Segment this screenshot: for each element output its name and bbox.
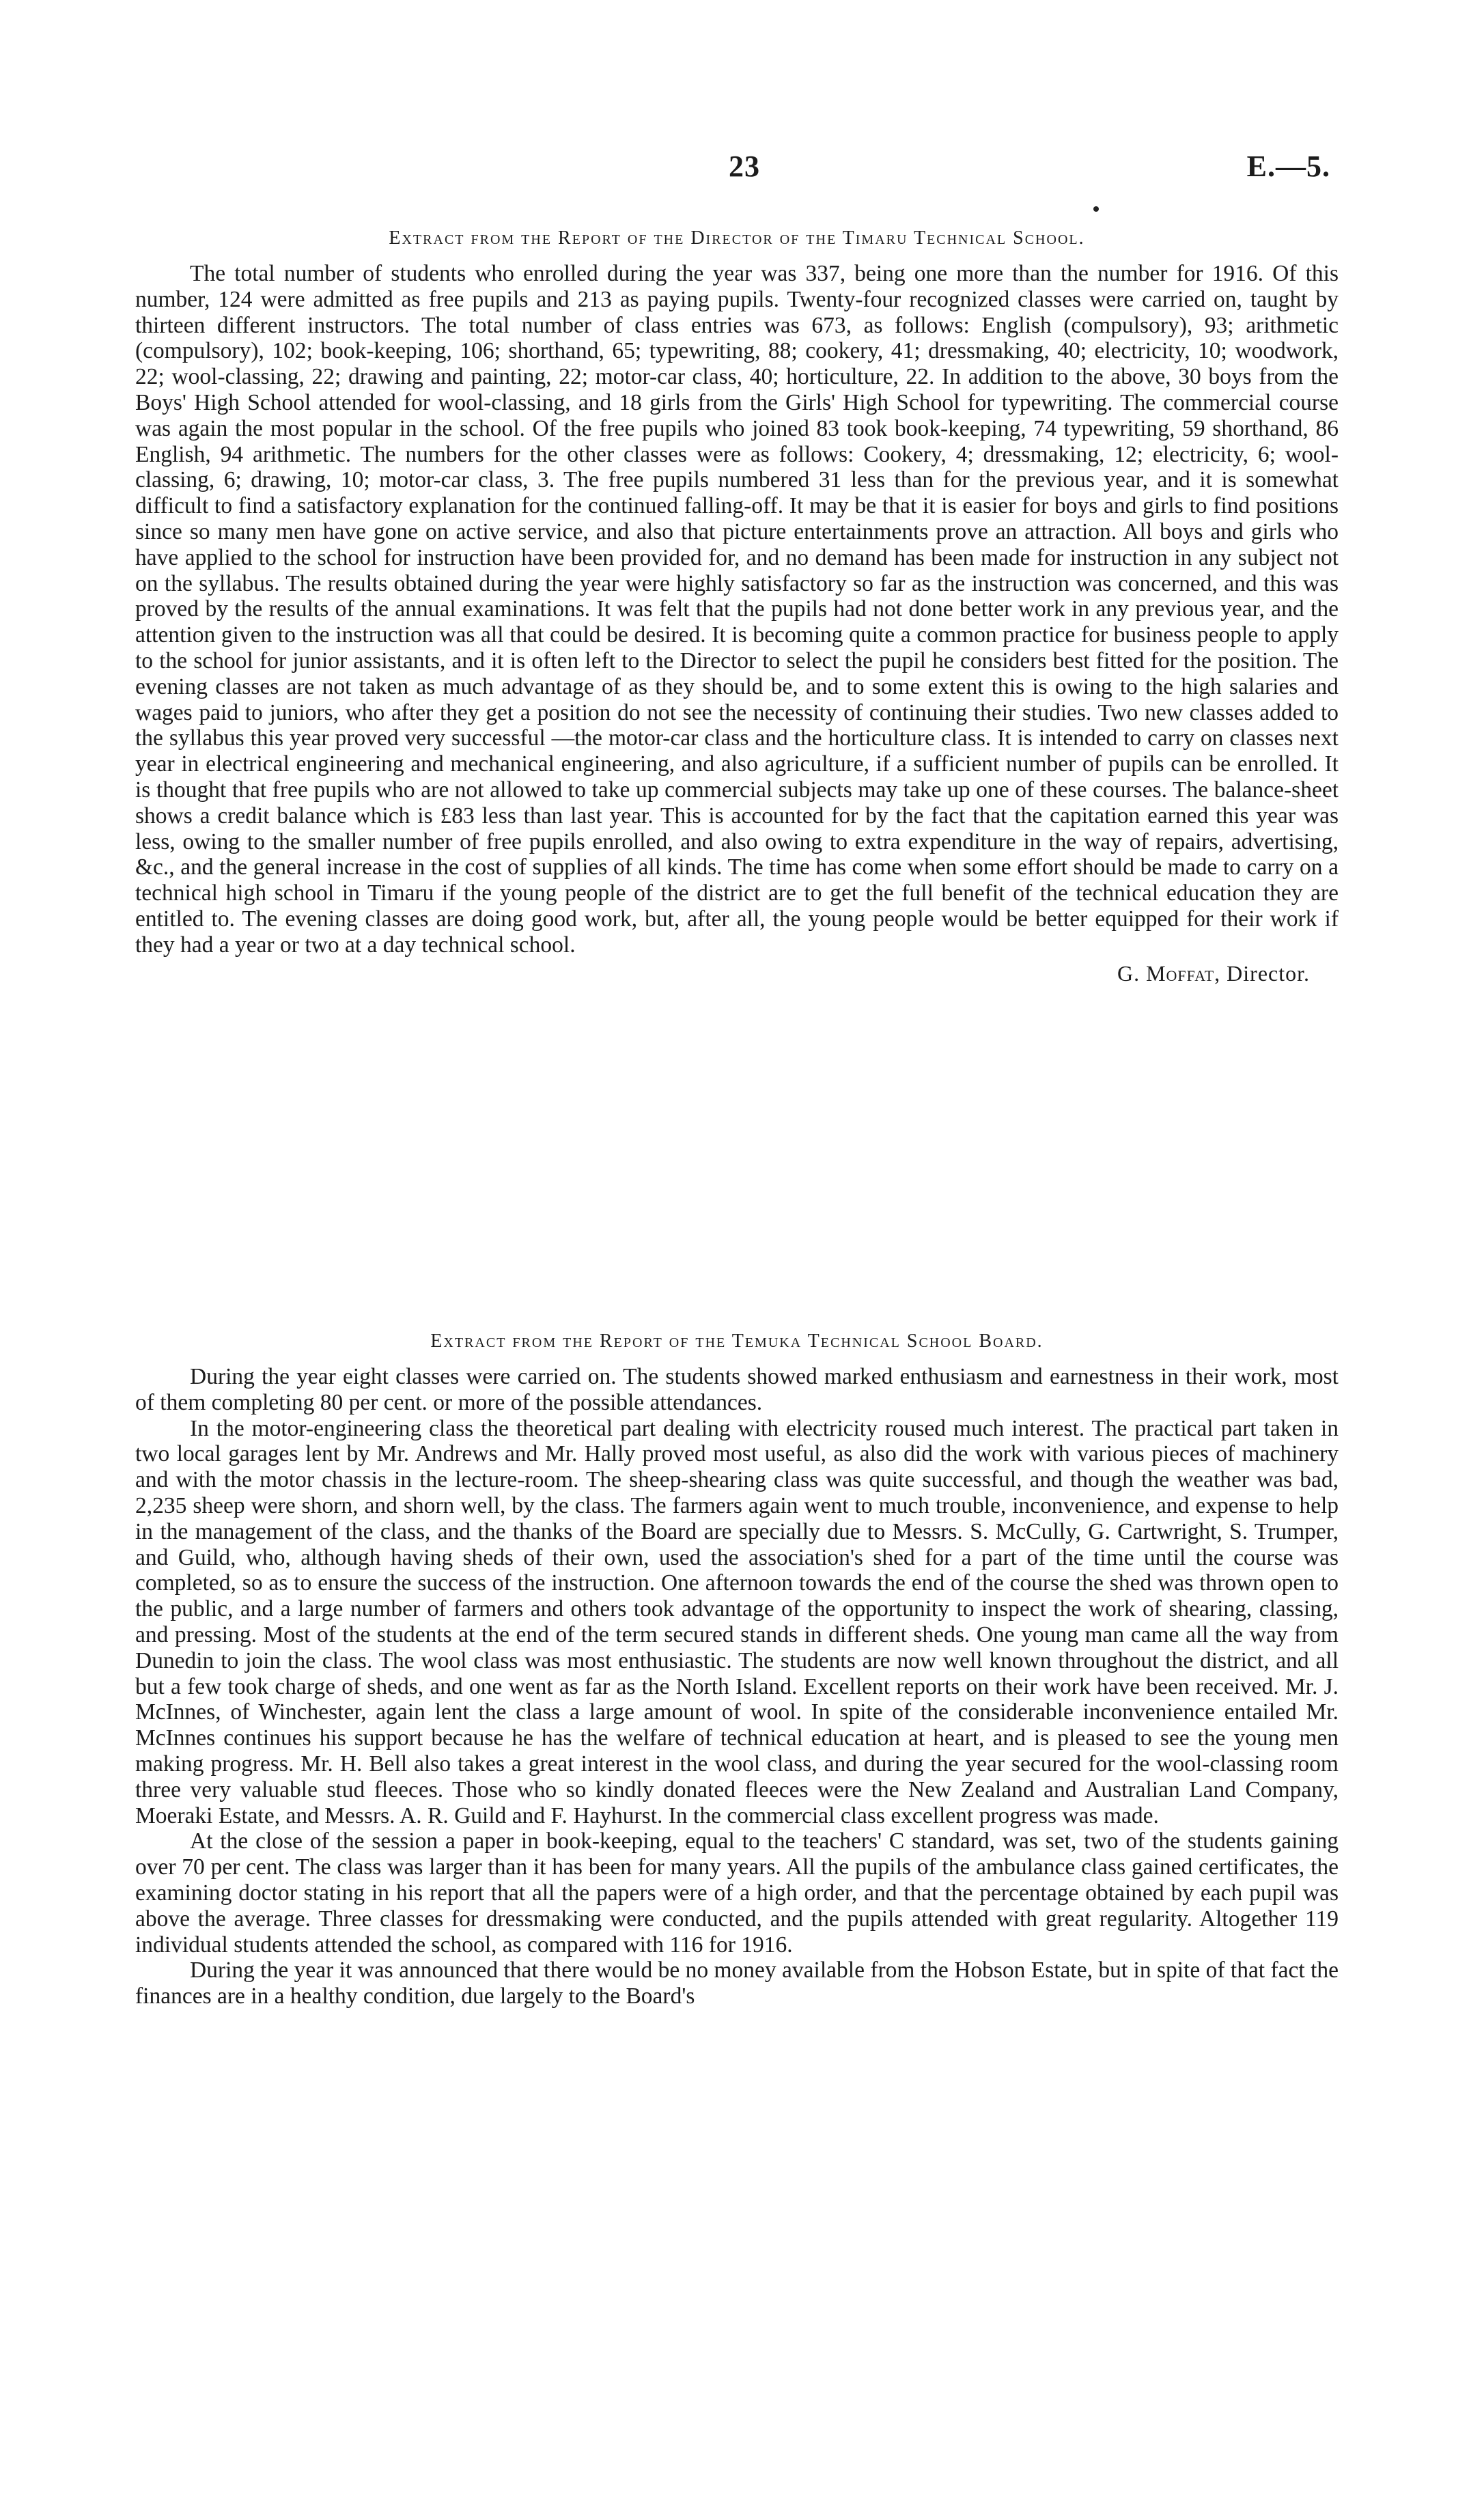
timaru-report-heading: Extract from the Report of the Director of the Timaru Technical School. xyxy=(389,227,1085,249)
timaru-report-section xyxy=(135,225,1339,987)
series-number: E.—5. xyxy=(1246,150,1330,183)
signature-title: , Director. xyxy=(1214,960,1310,986)
temuka-paragraph: In the motor-engineering class the theoretical part dealing with electricity roused much interest. The practical part taken in two local garages lent by Mr. Andrews and Mr. Hally proved most useful, as also did the work with various pieces of machinery and with the motor chassis in the lecture-room. The sheep-shearing class was quite successful, and though the weather was bad, 2,235 sheep were shorn, and shorn well, by the class. The farmers again went to much trouble, inconvenience, and expense to help in the management of the class, and the thanks of the Board are specially due to Messrs. S. McCully, G. Cartwright, S. Trumper, and Guild, who, although having sheds of their own, used the association's shed for a part of the time until the course was completed, so as to ensure the success of the instruction. One afternoon towards the end of the course the shed was thrown open to the public, and a large number of farmers and others took advantage of the opportunity to inspect the work of shearing, classing, and pressing. Most of the students at the end of the term secured stands in different sheds. One young man came all the way from Dunedin to join the class. The wool class was most enthusiastic. The students are now well known throughout the district, and all but a few took charge of sheds, and one went as far as the North Island. Excellent reports on their work have been received. Mr. J. McInnes, of Winchester, again lent the class a large amount of wool. In spite of the considerable inconvenience entailed Mr. McInnes continues his support because he has the welfare of technical education at heart, and is pleased to see the young men making progress. Mr. H. Bell also takes a great interest in the wool class, and during the year secured for the wool-classing room three very valuable stud fleeces. Those who so kindly donated fleeces were the New Zealand and Australian Land Company, Moeraki Estate, and Messrs. A. R. Guild and F. Hayhurst. In the commercial class excellent progress was made. xyxy=(135,1415,1339,1828)
signature-name: G. Moffat xyxy=(1117,960,1215,986)
page-header xyxy=(0,149,1484,197)
timaru-paragraph: The total number of students who enrolled during the year was 337, being one more than the number for 1916. Of this number, 124 were admitted as free pupils and 213 as paying pupils. Twenty-four recognized classes were carried on, taught by thirteen different instructors. The total number of class entries was 673, as follows: English (compulsory), 93; arithmetic (compulsory), 102; book-keeping, 106; shorthand, 65; typewriting, 88; cookery, 41; dressmaking, 40; electricity, 10; woodwork, 22; wool-classing, 22; drawing and painting, 22; motor-car class, 40; horticulture, 22. In addition to the above, 30 boys from the Boys' High School attended for wool-classing, and 18 girls from the Girls' High School for typewriting. The commercial course was again the most popular in the school. Of the free pupils who joined 83 took book-keeping, 74 typewriting, 59 shorthand, 86 English, 94 arithmetic. The numbers for the other classes were as follows: Cookery, 4; dressmaking, 12; electricity, 6; wool-classing, 6; drawing, 10; motor-car class, 3. The free pupils numbered 31 less than for the previous year, and it is somewhat difficult to find a satisfactory explanation for the continued falling-off. It may be that it is easier for boys and girls to find positions since so many men have gone on active service, and also that picture entertainments prove an attraction. All boys and girls who have applied to the school for instruction have been provided for, and no demand has been made for instruction in any subject not on the syllabus. The results obtained during the year were highly satisfactory so far as the instruction was concerned, and this was proved by the results of the annual examinations. It was felt that the pupils had not done better work in any previous year, and the attention given to the instruction was all that could be desired. It is becoming quite a common practice for business people to apply to the school for junior assistants, and it is often left to the Director to select the pupil he considers best fitted for the position. The evening classes are not taken as much advantage of as they should be, and to some extent this is owing to the high salaries and wages paid to juniors, who after they get a position do not see the necessity of continuing their studies. Two new classes added to the syllabus this year proved very successful —the motor-car class and the horticulture class. It is intended to carry on classes next year in electrical engineering and mechanical engineering, and also agriculture, if a sufficient number of pupils can be enrolled. It is thought that free pupils who are not allowed to take up commercial subjects may take up one of these courses. The balance-sheet shows a credit balance which is £83 less than last year. This is accounted for by the fact that the capitation earned this year was less, owing to the smaller number of free pupils enrolled, and also owing to extra expenditure in the way of repairs, advertising, &c., and the general increase in the cost of supplies of all kinds. The time has come when some effort should be made to carry on a technical high school in Timaru if the young people of the district are to get the full benefit of the technical education they are entitled to. The evening classes are doing good work, but, after all, the young people would be better equipped for their work if they had a year or two at a day technical school. xyxy=(135,261,1339,958)
temuka-report-section xyxy=(135,1328,1339,2009)
temuka-paragraph: During the year it was announced that there would be no money available from the Hobson Estate, but in spite of that fact the finances are in a healthy condition, due largely to the Board's xyxy=(135,1958,1339,2009)
stray-mark-dot xyxy=(1093,206,1099,212)
page-number: 23 xyxy=(729,150,760,183)
temuka-paragraph: During the year eight classes were carried on. The students showed marked enthusiasm and earnestness in their work, most of them completing 80 per cent. or more of the possible attendances. xyxy=(135,1364,1339,1415)
timaru-signature xyxy=(135,960,1310,987)
temuka-paragraph: At the close of the session a paper in book-keeping, equal to the teachers' C standard, was set, two of the students gaining over 70 per cent. The class was larger than it has been for many years. All the pupils of the ambulance class gained certificates, the examining doctor stating in his report that all the papers were of a high order, and that the percentage obtained by each pupil was above the average. Three classes for dressmaking were conducted, and the pupils attended with great regularity. Altogether 119 individual students attended the school, as compared with 116 for 1916. xyxy=(135,1828,1339,1958)
temuka-report-heading: Extract from the Report of the Temuka Technical School Board. xyxy=(430,1331,1044,1352)
